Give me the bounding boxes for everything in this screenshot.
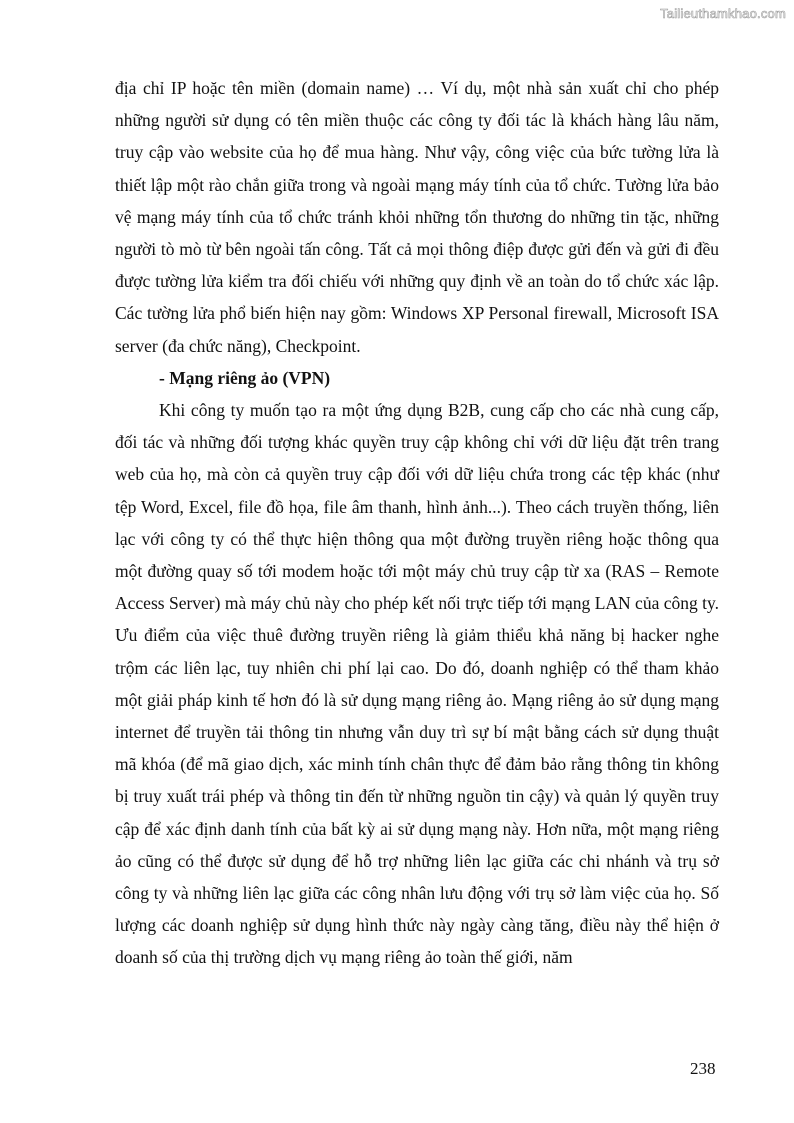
watermark-text: Tailieuthamkhao.com (660, 6, 786, 21)
paragraph-firewall: địa chỉ IP hoặc tên miền (domain name) … Ví dụ, một nhà sản xuất chỉ cho phép những người sử dụng có tên miền thuộc các công ty đối tác là khách hàng lâu năm, truy cập vào website của họ để mua hàng. Như vậy, công việc của bức tường lửa là thiết lập một rào chắn giữa trong và ngoài mạng máy tính của tổ chức. Tường lửa bảo vệ mạng máy tính của tổ chức tránh khỏi những tổn thương do những tin tặc, những người tò mò từ bên ngoài tấn công. Tất cả mọi thông điệp được gửi đến và gửi đi đều được tường lửa kiểm tra đối chiếu với những quy định về an toàn do tổ chức xác lập. Các tường lửa phổ biến hiện nay gồm: Windows XP Personal firewall, Microsoft ISA server (đa chức năng), Checkpoint. (115, 78, 719, 356)
section-heading-vpn: - Mạng riêng ảo (VPN) (159, 367, 331, 388)
page-number: 238 (690, 1059, 716, 1078)
paragraph-vpn: Khi công ty muốn tạo ra một ứng dụng B2B, cung cấp cho các nhà cung cấp, đối tác và những đối tượng khác quyền truy cập không chỉ với dữ liệu đặt trên trang web của họ, mà còn cả quyền truy cập đối với dữ liệu chứa trong các tệp khác (như tệp Word, Excel, file đồ họa, file âm thanh, hình ảnh...). Theo cách truyền thống, liên lạc với công ty có thể thực hiện thông qua một đường truyền riêng hoặc thông qua một đường quay số tới modem hoặc tới một máy chủ truy cập từ xa (RAS – Remote Access Server) mà máy chủ này cho phép kết nối trực tiếp tới mạng LAN của công ty. Ưu điểm của việc thuê đường truyền riêng là giảm thiểu khả năng bị hacker nghe trộm các liên lạc, tuy nhiên chi phí lại cao. Do đó, doanh nghiệp có thể tham khảo một giải pháp kinh tế hơn đó là sử dụng mạng riêng ảo. Mạng riêng ảo sử dụng mạng internet để truyền tải thông tin nhưng vẫn duy trì sự bí mật bằng cách sử dụng thuật mã khóa (để mã giao dịch, xác minh tính chân thực để đảm bảo rằng thông tin không bị truy xuất trái phép và thông tin đến từ những nguồn tin cậy) và quản lý quyền truy cập để xác định danh tính của bất kỳ ai sử dụng mạng này. Hơn nữa, một mạng riêng ảo cũng có thể được sử dụng để hỗ trợ những liên lạc giữa các chi nhánh và trụ sở công ty và những liên lạc giữa các công nhân lưu động với trụ sở làm việc của họ. Số lượng các doanh nghiệp sử dụng hình thức này ngày càng tăng, điều này thể hiện ở doanh số của thị trường dịch vụ mạng riêng ảo toàn thế giới, năm (115, 400, 719, 968)
page-body (115, 72, 719, 974)
